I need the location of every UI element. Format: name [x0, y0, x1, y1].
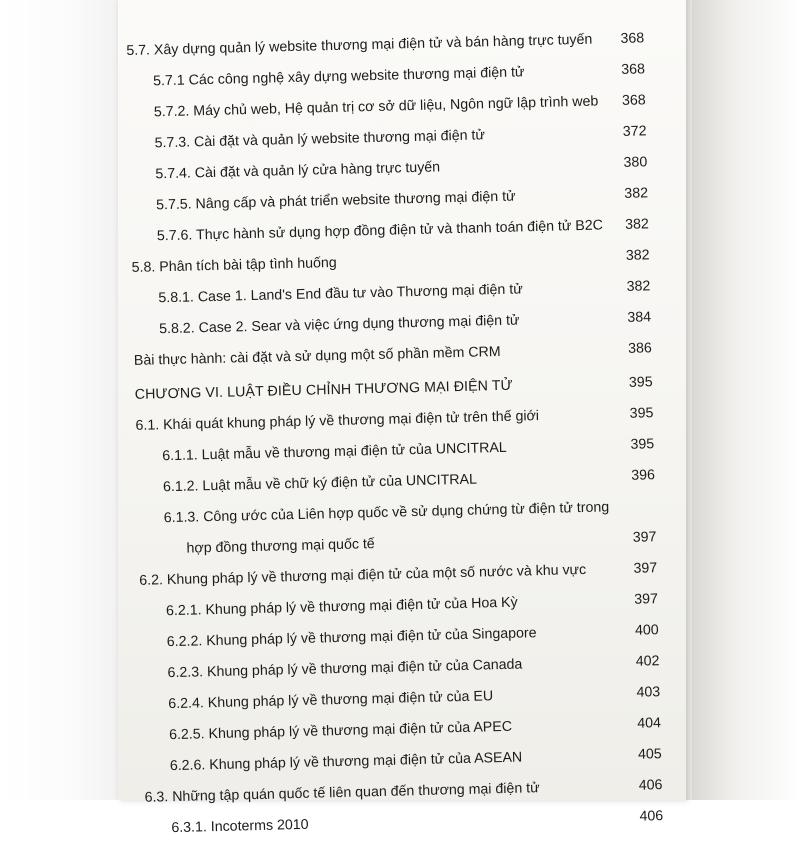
- toc-entry-page: 384: [627, 309, 652, 326]
- toc-entry-page: 382: [626, 278, 651, 295]
- toc-entry-title: 6.1.3. Công ước của Liên hợp quốc về sử dụng chứng từ điện tử trong: [163, 499, 610, 527]
- toc-entry-page: 395: [628, 374, 653, 391]
- toc-entry-title: 5.7.1 Các công nghệ xây dựng website thương mại điện tử: [152, 64, 525, 90]
- table-of-contents: [126, 23, 664, 844]
- toc-entry-title: 6.2.5. Khung pháp lý về thương mại điện tử của APEC: [168, 718, 513, 744]
- toc-entry-page: 368: [620, 30, 645, 47]
- toc-entry-title: 6.2.1. Khung pháp lý về thương mại điện tử của Hoa Kỳ: [165, 594, 518, 620]
- toc-entry-title: 6.1.2. Luật mẫu về chữ ký điện tử của UNCITRAL: [162, 471, 478, 496]
- toc-entry-title: hợp đồng thương mại quốc tế: [186, 536, 375, 557]
- toc-entry-page: 372: [622, 123, 647, 140]
- toc-entry-page: 396: [631, 467, 656, 484]
- toc-entry-page: 395: [630, 436, 655, 453]
- toc-entry-title: 5.7.6. Thực hành sử dụng hợp đồng điện tử và thanh toán điện tử B2C: [156, 217, 604, 245]
- toc-entry-page: 397: [633, 560, 658, 577]
- toc-entry-title: 6.2.2. Khung pháp lý về thương mại điện tử của Singapore: [166, 625, 537, 651]
- toc-entry-page: 397: [634, 591, 659, 608]
- toc-entry-page: 402: [635, 653, 660, 670]
- toc-entry-title: 6.2.3. Khung pháp lý về thương mại điện tử của Canada: [167, 656, 523, 682]
- toc-entry-page: 382: [624, 185, 649, 202]
- toc-entry-title: 5.7.4. Cài đặt và quản lý cửa hàng trực tuyến: [155, 159, 441, 183]
- toc-entry-page: [615, 491, 655, 492]
- toc-entry-title: 6.3.1. Incoterms 2010: [171, 816, 309, 837]
- toc-entry-page: 403: [636, 684, 661, 701]
- toc-entry-page: 382: [625, 247, 650, 264]
- toc-entry-page: 406: [639, 808, 664, 825]
- toc-entry-title: 6.2. Khung pháp lý về thương mại điện tử của một số nước và khu vực: [139, 561, 587, 589]
- chapter-title: CHƯƠNG VI. LUẬT ĐIỀU CHỈNH THƯƠNG MẠI ĐIỆN TỬ: [134, 377, 513, 403]
- toc-entry-page: 380: [623, 154, 648, 171]
- toc-entry-page: 400: [634, 622, 659, 639]
- toc-entry-title: 5.7.2. Máy chủ web, Hệ quản trị cơ sở dữ liệu, Ngôn ngữ lập trình web: [153, 93, 599, 121]
- page-edge: [686, 0, 692, 800]
- toc-entry-page: 395: [629, 405, 654, 422]
- toc-entry-title: 5.8. Phân tích bài tập tình huống: [131, 254, 337, 276]
- toc-entry-page: 368: [621, 61, 646, 78]
- toc-entry-page: 405: [637, 746, 662, 763]
- toc-entry-title: 6.1.1. Luật mẫu về thương mại điện tử của UNCITRAL: [162, 439, 507, 465]
- toc-entry-title: 6.3. Những tập quán quốc tế liên quan đến thương mại điện tử: [144, 780, 540, 806]
- toc-entry-title: 6.2.4. Khung pháp lý về thương mại điện tử của EU: [168, 688, 494, 713]
- toc-entry-title: 5.7. Xây dựng quản lý website thương mại điện tử và bán hàng trực tuyến: [126, 31, 593, 59]
- toc-entry-title: Bài thực hành: cài đặt và sử dụng một số phần mềm CRM: [133, 343, 501, 369]
- toc-entry-title: 5.7.3. Cài đặt và quản lý website thương mại điện tử: [154, 127, 486, 152]
- toc-entry-title: 5.8.2. Case 2. Sear và việc ứng dụng thương mại điện tử: [158, 312, 520, 338]
- toc-entry-page: 368: [621, 92, 646, 109]
- toc-entry-page: 404: [637, 715, 662, 732]
- toc-entry-page: 386: [627, 340, 652, 357]
- toc-entry-page: 382: [624, 216, 649, 233]
- background-right-pages: [688, 0, 800, 800]
- toc-entry-title: 6.1. Khái quát khung pháp lý về thương mại điện tử trên thế giới: [135, 408, 540, 434]
- toc-entry-page: 397: [632, 529, 657, 546]
- background-left: [0, 0, 118, 800]
- toc-entry-page: 406: [638, 777, 663, 794]
- toc-entry-title: 5.8.1. Case 1. Land's End đầu tư vào Thương mại điện tử: [158, 281, 523, 307]
- toc-entry-title: 5.7.5. Nâng cấp và phát triển website thương mại điện tử: [155, 188, 516, 214]
- toc-entry-title: 6.2.6. Khung pháp lý về thương mại điện tử của ASEAN: [169, 749, 523, 775]
